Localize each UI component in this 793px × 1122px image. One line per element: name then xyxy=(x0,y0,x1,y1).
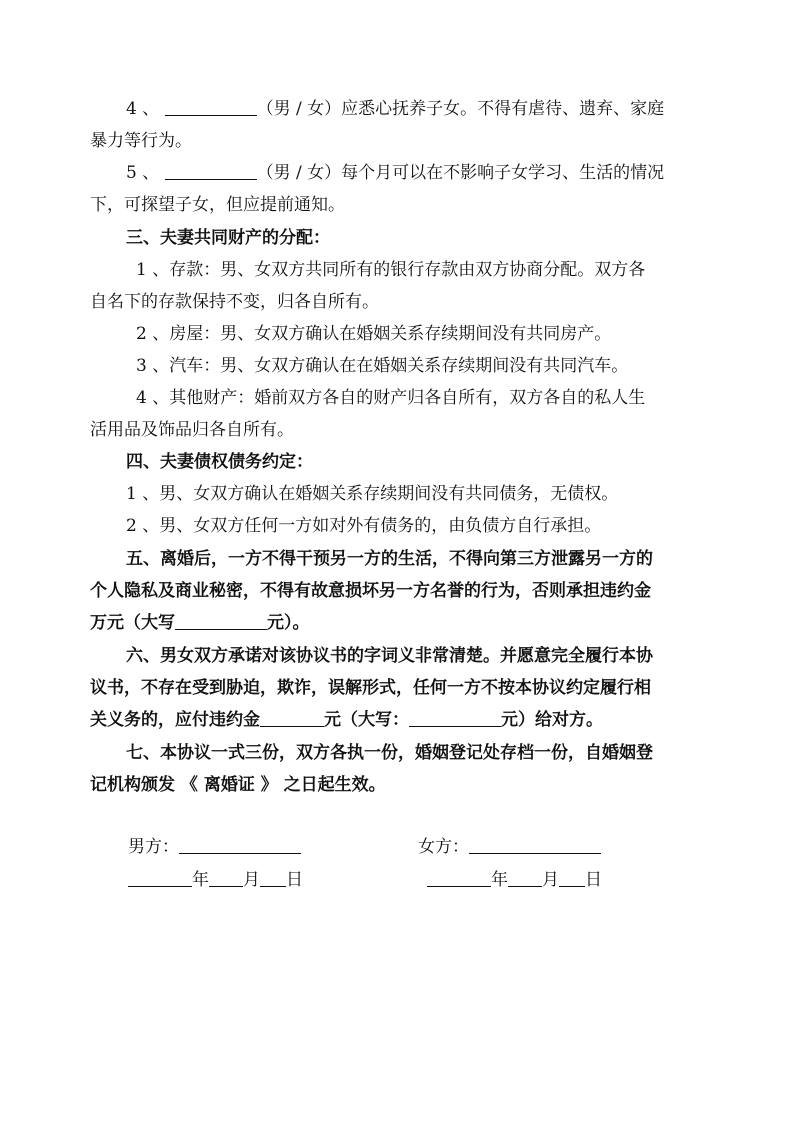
section-4-item-2: 2 、男、女双方任何一方如对外有债务的，由负债方自行承担。 xyxy=(126,516,602,536)
year-blank[interactable] xyxy=(427,868,491,887)
clause-4-line-1 xyxy=(90,93,715,125)
section-7-line-1: 七、本协议一式三份，双方各执一份，婚姻登记处存档一份，自婚姻登 xyxy=(126,743,653,763)
section-6-text: 关义务的，应付违约金 xyxy=(90,710,260,730)
clause-4-line-2: 暴力等行为。 xyxy=(90,131,192,151)
section-5-text: 万元（大写 xyxy=(90,613,175,633)
female-date xyxy=(427,864,602,896)
day-blank[interactable] xyxy=(559,868,585,887)
year-label: 年 xyxy=(491,870,508,890)
section-6-line-2: 议书，不存在受到胁迫，欺诈，误解形式，任何一方不按本协议约定履行相 xyxy=(90,678,651,698)
clause-5-line-2: 下，可探望子女，但应提前通知。 xyxy=(90,195,345,215)
female-signature xyxy=(418,831,601,863)
year-label: 年 xyxy=(192,870,209,890)
party-blank[interactable] xyxy=(165,97,257,116)
section-5-line-1: 五、离婚后，一方不得干预另一方的生活，不得向第三方泄露另一方的 xyxy=(126,549,653,569)
male-name-blank[interactable] xyxy=(179,835,301,854)
male-date xyxy=(128,864,303,896)
clause-text: （男 / 女）每个月可以在不影响子女学习、生活的情况 xyxy=(256,163,665,183)
section-3-item-1-line-1: 1 、存款：男、女双方共同所有的银行存款由双方协商分配。双方各 xyxy=(136,260,646,280)
section-6-line-3 xyxy=(90,704,715,736)
section-6-text: 元）给对方。 xyxy=(501,710,603,730)
penalty-uppercase-blank[interactable] xyxy=(409,708,501,727)
section-5-text: 元）。 xyxy=(267,613,310,633)
clause-number: 5 、 xyxy=(126,163,160,183)
section-5-line-3 xyxy=(90,607,715,639)
section-3-item-4-line-1: 4 、其他财产：婚前双方各自的财产归各自所有，双方各自的私人生 xyxy=(136,388,646,408)
section-3-item-2: 2 、房屋：男、女双方确认在婚姻关系存续期间没有共同房产。 xyxy=(136,324,612,344)
male-signature xyxy=(128,831,301,863)
male-label: 男方： xyxy=(128,837,179,857)
amount-uppercase-blank[interactable] xyxy=(175,611,267,630)
clause-number: 4 、 xyxy=(126,99,160,119)
day-label: 日 xyxy=(286,870,303,890)
section-3-item-3: 3 、汽车：男、女双方确认在在婚姻关系存续期间没有共同汽车。 xyxy=(136,356,629,376)
section-4-heading: 四、夫妻债权债务约定： xyxy=(126,452,313,472)
month-label: 月 xyxy=(243,870,260,890)
section-3-item-4-line-2: 活用品及饰品归各自所有。 xyxy=(90,420,294,440)
month-blank[interactable] xyxy=(508,868,542,887)
day-blank[interactable] xyxy=(260,868,286,887)
section-4-item-1: 1 、男、女双方确认在婚姻关系存续期间没有共同债务，无债权。 xyxy=(126,484,619,504)
clause-text: （男 / 女）应悉心抚养子女。不得有虐待、遗弃、家庭 xyxy=(256,99,665,119)
party-blank[interactable] xyxy=(165,161,257,180)
section-7-line-2: 记机构颁发 《 离婚证 》 之日起生效。 xyxy=(90,775,386,795)
month-label: 月 xyxy=(542,870,559,890)
day-label: 日 xyxy=(585,870,602,890)
penalty-amount-blank[interactable] xyxy=(260,708,324,727)
section-6-line-1: 六、男女双方承诺对该协议书的字词义非常清楚。并愿意完全履行本协 xyxy=(126,646,653,666)
section-3-heading: 三、夫妻共同财产的分配： xyxy=(126,228,330,248)
female-label: 女方： xyxy=(418,837,469,857)
section-5-line-2: 个人隐私及商业秘密，不得有故意损坏另一方名誉的行为，否则承担违约金 xyxy=(90,581,651,601)
month-blank[interactable] xyxy=(209,868,243,887)
female-name-blank[interactable] xyxy=(469,835,601,854)
section-3-item-1-line-2: 自名下的存款保持不变，归各自所有。 xyxy=(90,292,379,312)
section-6-text: 元（大写： xyxy=(324,710,409,730)
year-blank[interactable] xyxy=(128,868,192,887)
clause-5-line-1 xyxy=(90,157,715,189)
